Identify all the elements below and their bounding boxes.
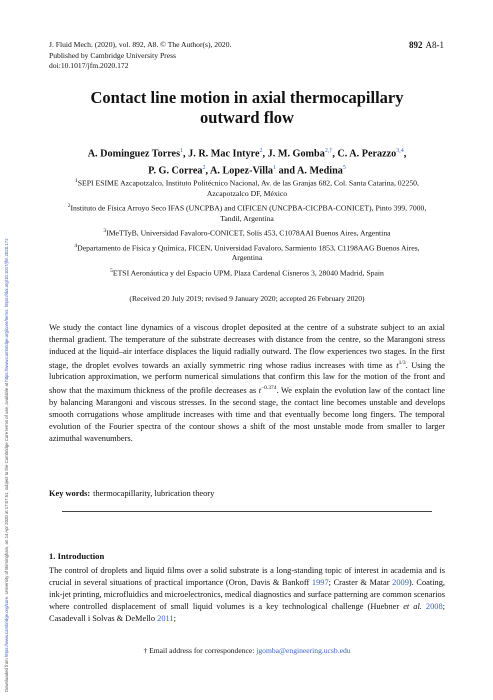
math-exponent: 1/3 (398, 359, 406, 366)
affiliation-text: Departamento de Física y Química, FICEN, Universidad Favaloro, Sarmiento 1853, C1198AAG Buenos Aires, Argentina (77, 243, 420, 263)
math-variable: t (396, 360, 399, 370)
doi-line: doi:10.1017/jfm.2020.172 (49, 61, 129, 70)
download-middle: . University of Birmingham, on 14 Apr 2020 at 17:07:51, subject to the Cambridge Core terms of use, available at (4, 381, 9, 597)
body-text: ; Casadevall i Solvas & DeMello (49, 601, 445, 623)
abstract-text: . We explain the evolution law of the contact line by balancing Marangoni and viscous stresses. In the second stage, the contact line becomes unstable and develops smooth corrugations whose amplitude increases with time and that eventually become long fingers. The temporal evolution of the Fourier spectra of the contour shows a shift of the most unstable mode from smaller to larger azimuthal wavenumbers. (49, 386, 445, 443)
author-line (49, 144, 445, 161)
author-affil-ref[interactable]: 2,† (324, 148, 333, 154)
body-text: ; (173, 613, 176, 623)
keywords-label: Key words: (49, 489, 91, 498)
affiliation-text: IMeTTyB, Universidad Favaloro-CONICET, Solís 453, C1078AAI Buenos Aires, Argentina (106, 228, 391, 238)
affiliation (60, 201, 434, 224)
body-text: ; Craster & Matar (328, 577, 393, 587)
footnote-label: † Email address for correspondence: (143, 646, 257, 655)
received-dates: (Received 20 July 2019; revised 9 January 2020; accepted 26 February 2020) (129, 294, 365, 303)
author-separator: , (403, 148, 407, 160)
author-affil-ref[interactable]: 2 (259, 148, 263, 154)
author-affil-ref[interactable]: 5 (342, 165, 346, 172)
download-sep: . (4, 307, 9, 310)
title-line: Contact line motion in axial thermocapillary (90, 88, 404, 107)
citation-link[interactable]: 2009 (392, 577, 409, 587)
affiliation-number: 2 (67, 202, 71, 209)
title-line: outward flow (200, 108, 294, 127)
email-link[interactable]: jgomba@engineering.ucsb.edu (256, 646, 351, 655)
affiliation-number: 1 (75, 178, 78, 184)
article-number: A8-1 (425, 40, 444, 50)
affiliation-number: 4 (74, 242, 78, 249)
affiliation-text: ETSI Aeronáutica y del Espacio UPM, Plaza Cardenal Cisneros 3, 28040 Madrid, Spain (112, 268, 384, 278)
affiliations (60, 176, 434, 280)
intro-paragraph (49, 565, 445, 625)
affiliation (60, 241, 434, 264)
citation-link[interactable]: 1997 (311, 577, 329, 587)
math-exponent: −0.374 (261, 385, 277, 392)
keywords-text: thermocapillarity, lubrication theory (93, 489, 215, 498)
publisher-line: Published by Cambridge University Press (49, 50, 176, 60)
keywords (49, 489, 445, 498)
affiliation (60, 226, 434, 239)
math-variable: t (258, 386, 262, 396)
page-reference (409, 40, 444, 50)
correspondence-footnote (49, 646, 445, 655)
core-link[interactable]: https://www.cambridge.org/core (4, 596, 9, 658)
citation-link[interactable]: 2011 (157, 613, 174, 623)
download-prefix: Downloaded from (4, 657, 9, 692)
volume-number: 892 (409, 40, 423, 50)
journal-citation: J. Fluid Mech. (2020), vol. 892, A8. © The Author(s), 2020. (49, 40, 232, 49)
affiliation-text: Instituto de Física Arroyo Seco IFAS (UNCPBA) and CIFICEN (UNCPBA-CICPBA-CONICET), Pinto 399, 7000, Tandil, Argentina (70, 203, 427, 223)
body-text: ). Coating, ink-jet printing, microfluidics and microelectronics, medical diagnostics and surface patterning are common scenarios where controlled displacement of small liquid volumes is a key technological challenge (Huebner (49, 577, 446, 611)
download-sidebar (0, 0, 16, 700)
terms-link[interactable]: https://www.cambridge.org/core/terms (4, 309, 9, 382)
author-name: , C. A. Perazzo (332, 148, 397, 160)
affiliation (60, 266, 434, 279)
affiliation-number: 3 (103, 227, 107, 234)
author-affil-ref[interactable]: 2 (202, 165, 206, 172)
paper-title (49, 88, 445, 128)
author-list (49, 144, 445, 179)
author-affil-ref[interactable]: 3,4 (396, 148, 404, 154)
et-al: et al. (403, 601, 422, 611)
citation-link[interactable]: 2008 (425, 601, 443, 611)
author-name: P. G. Correa (148, 165, 203, 177)
author-name: and A. Medina (276, 165, 343, 177)
author-name: , J. M. Gomba (262, 148, 325, 160)
affiliation (60, 176, 434, 199)
author-affil-ref[interactable]: 1 (273, 165, 277, 172)
abstract-text: . Using the lubrication approximation, we perform numerical simulations that confirm this law for the motion of the front and show that the maximum thickness of the profile decreases as (49, 360, 445, 396)
affiliation-text: SEPI ESIME Azcapotzalco, Instituto Politécnico Nacional, Av. de las Granjas 682, Col. Santa Catarina, 02250, Azcapotzalco DF, México (77, 178, 419, 198)
body-text: The control of droplets and liquid films over a solid substrate is a long-standing topic of interest in academia and is crucial in several situations of practical importance (Oron, Davis & Bankoff (49, 566, 445, 587)
doi-link[interactable]: https://doi.org/10.1017/jfm.2020.172 (4, 238, 9, 308)
divider (62, 511, 432, 512)
abstract (49, 322, 445, 445)
author-name: A. Dominguez Torres (87, 148, 181, 160)
author-name: , J. R. Mac Intyre (183, 148, 260, 160)
abstract-text: We study the contact line dynamics of a viscous droplet deposited at the centre of a substrate subject to an axial thermal gradient. The temperature of the substrate decreases with distance from the centre, so the Marangoni stress induced at the liquid–air interface displaces the liquid radially outward. The flow experiences two stages. In the first stage, the droplet evolves towards an axially symmetric ring whose radius increases with time as (49, 323, 445, 370)
author-affil-ref[interactable]: 1 (180, 148, 184, 154)
author-name: , A. Lopez-Villa (205, 165, 274, 177)
affiliation-number: 5 (110, 267, 113, 274)
download-notice (4, 2, 9, 692)
journal-header (49, 40, 445, 72)
section-heading: 1. Introduction (49, 551, 105, 561)
